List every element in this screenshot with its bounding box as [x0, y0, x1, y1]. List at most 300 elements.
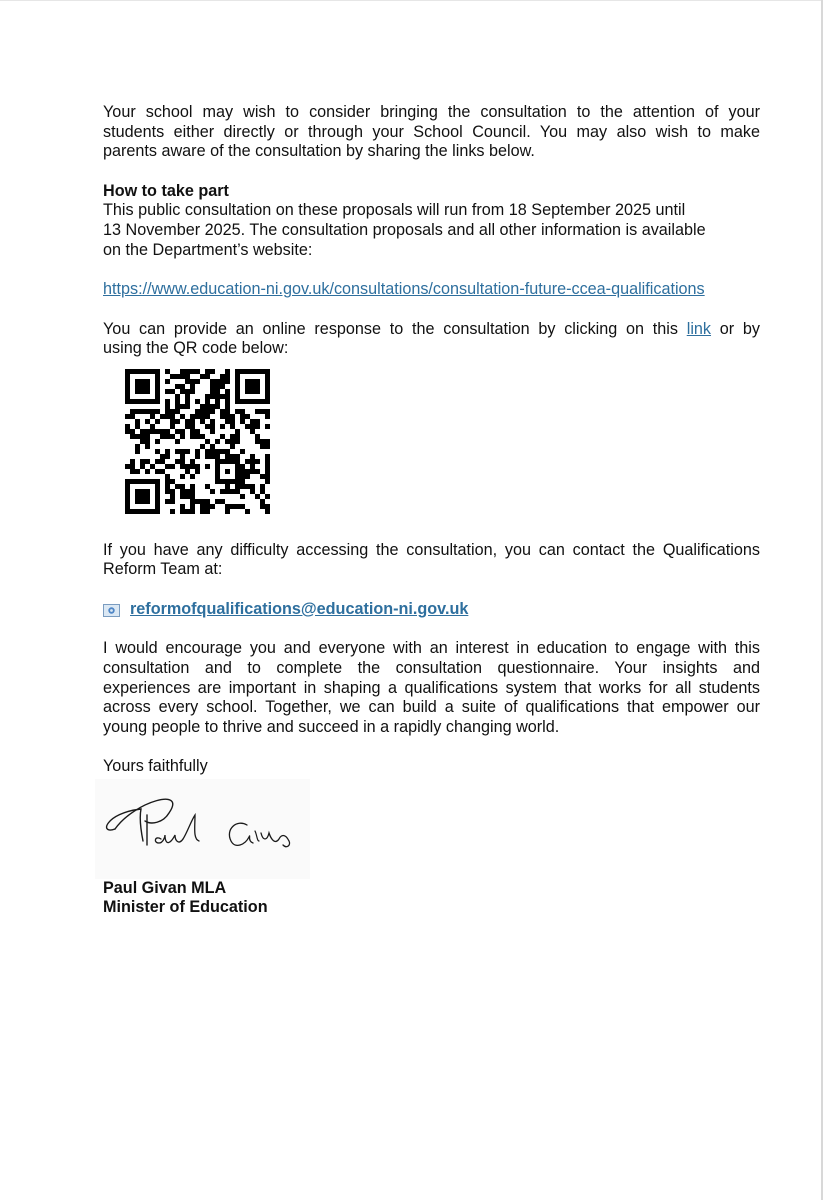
email-icon — [103, 604, 120, 617]
qr-module — [175, 394, 180, 399]
qr-module — [200, 404, 205, 409]
qr-module — [210, 489, 215, 494]
qr-module — [140, 459, 145, 464]
contact-email-link[interactable]: reformofqualifications@education-ni.gov.uk — [130, 599, 469, 618]
qr-module — [180, 374, 185, 379]
qr-module — [170, 419, 175, 424]
qr-module — [170, 424, 175, 429]
encouragement-line: across every school. Together, we can build a suite of qualifications that empower our — [103, 698, 760, 717]
qr-module — [170, 489, 175, 494]
qr-module — [260, 484, 265, 489]
qr-module — [150, 409, 155, 414]
how-to-take-part-heading: How to take part — [103, 181, 229, 200]
qr-module — [195, 379, 200, 384]
qr-module — [260, 409, 265, 414]
qr-module — [210, 429, 215, 434]
qr-module — [225, 439, 230, 444]
qr-module — [230, 489, 235, 494]
qr-module — [185, 489, 190, 494]
qr-module — [170, 414, 175, 419]
qr-module — [175, 374, 180, 379]
qr-module — [225, 484, 230, 489]
qr-module — [145, 494, 150, 499]
qr-module — [210, 384, 215, 389]
qr-module — [265, 509, 270, 514]
qr-module — [155, 489, 160, 494]
qr-module — [165, 409, 170, 414]
qr-module — [210, 389, 215, 394]
qr-module — [180, 449, 185, 454]
qr-module — [185, 424, 190, 429]
qr-module — [160, 414, 165, 419]
qr-module — [140, 434, 145, 439]
qr-module — [190, 489, 195, 494]
qr-module — [250, 459, 255, 464]
qr-module — [205, 369, 210, 374]
qr-module — [130, 464, 135, 469]
qr-module — [130, 469, 135, 474]
page-top-edge — [0, 0, 823, 1]
online-response-text-after: or by — [719, 319, 760, 338]
qr-module — [220, 414, 225, 419]
qr-module — [135, 469, 140, 474]
qr-module — [135, 509, 140, 514]
contact-email-row — [103, 600, 760, 620]
qr-module — [185, 394, 190, 399]
qr-module — [205, 509, 210, 514]
qr-module — [135, 389, 140, 394]
qr-module — [240, 474, 245, 479]
qr-code[interactable] — [125, 369, 270, 514]
qr-module — [185, 509, 190, 514]
qr-module — [240, 504, 245, 509]
qr-module — [155, 429, 160, 434]
qr-module — [175, 459, 180, 464]
qr-module — [225, 374, 230, 379]
qr-module — [135, 384, 140, 389]
qr-module — [125, 374, 130, 379]
qr-module — [145, 499, 150, 504]
qr-module — [215, 499, 220, 504]
qr-module — [125, 424, 130, 429]
qr-module — [155, 449, 160, 454]
qr-module — [155, 384, 160, 389]
qr-module — [215, 459, 220, 464]
qr-module — [145, 384, 150, 389]
qr-module — [180, 369, 185, 374]
qr-module — [165, 474, 170, 479]
qr-module — [180, 474, 185, 479]
qr-module — [165, 404, 170, 409]
qr-module — [230, 454, 235, 459]
qr-module — [245, 459, 250, 464]
signatory-title: Minister of Education — [103, 898, 268, 917]
qr-module — [205, 424, 210, 429]
qr-module — [130, 509, 135, 514]
qr-module — [135, 379, 140, 384]
qr-module — [225, 394, 230, 399]
qr-module — [230, 504, 235, 509]
qr-module — [140, 464, 145, 469]
qr-module — [165, 454, 170, 459]
signatory-name: Paul Givan MLA — [103, 878, 227, 897]
qr-module — [200, 504, 205, 509]
qr-module — [185, 379, 190, 384]
qr-module — [155, 494, 160, 499]
qr-module — [215, 404, 220, 409]
qr-module — [225, 379, 230, 384]
qr-module — [225, 389, 230, 394]
qr-module — [265, 379, 270, 384]
qr-module — [210, 444, 215, 449]
qr-module — [260, 444, 265, 449]
qr-module — [215, 394, 220, 399]
qr-module — [200, 444, 205, 449]
qr-module — [155, 504, 160, 509]
qr-module — [145, 399, 150, 404]
online-response-line-2: using the QR code below: — [103, 339, 289, 358]
qr-module — [135, 409, 140, 414]
qr-module — [125, 484, 130, 489]
qr-module — [190, 509, 195, 514]
qr-module — [185, 399, 190, 404]
qr-module — [190, 414, 195, 419]
encouragement-line: consultation and to complete the consultation questionnaire. Your insights and — [103, 658, 760, 677]
how-to-take-part-line: 13 November 2025. The consultation proposals and all other information is available — [103, 220, 706, 239]
qr-module — [180, 389, 185, 394]
qr-module — [250, 469, 255, 474]
qr-module — [180, 434, 185, 439]
online-response-text: You can provide an online response to the consultation by clicking on this — [103, 319, 678, 338]
qr-module — [125, 489, 130, 494]
qr-module — [165, 449, 170, 454]
qr-module — [205, 504, 210, 509]
qr-module — [255, 469, 260, 474]
qr-module — [175, 429, 180, 434]
difficulty-line: If you have any difficulty accessing the consultation, you can contact the Qualifications — [103, 540, 760, 559]
qr-module — [235, 459, 240, 464]
qr-module — [170, 499, 175, 504]
qr-module — [155, 394, 160, 399]
qr-module — [195, 454, 200, 459]
qr-module — [125, 384, 130, 389]
qr-module — [215, 474, 220, 479]
qr-module — [225, 459, 230, 464]
qr-module — [180, 504, 185, 509]
qr-module — [210, 409, 215, 414]
qr-module — [225, 504, 230, 509]
qr-module — [255, 399, 260, 404]
qr-module — [190, 459, 195, 464]
qr-module — [240, 494, 245, 499]
qr-module — [265, 454, 270, 459]
qr-module — [190, 419, 195, 424]
how-to-take-part-line: This public consultation on these proposals will run from 18 September 2025 until — [103, 201, 686, 220]
qr-module — [220, 394, 225, 399]
qr-module — [155, 374, 160, 379]
qr-module — [185, 469, 190, 474]
qr-module — [215, 379, 220, 384]
qr-module — [160, 434, 165, 439]
qr-module — [140, 399, 145, 404]
qr-module — [200, 509, 205, 514]
qr-module — [180, 464, 185, 469]
qr-module — [255, 389, 260, 394]
qr-module — [145, 479, 150, 484]
qr-module — [190, 429, 195, 434]
signature — [95, 779, 310, 879]
qr-module — [170, 434, 175, 439]
qr-module — [145, 509, 150, 514]
qr-module — [125, 479, 130, 484]
qr-module — [235, 374, 240, 379]
qr-module — [250, 384, 255, 389]
qr-module — [175, 409, 180, 414]
qr-module — [165, 429, 170, 434]
qr-module — [155, 499, 160, 504]
qr-module — [140, 429, 145, 434]
qr-module — [190, 464, 195, 469]
qr-module — [195, 414, 200, 419]
qr-module — [235, 429, 240, 434]
qr-module — [135, 444, 140, 449]
qr-module — [145, 419, 150, 424]
qr-module — [265, 444, 270, 449]
qr-module — [225, 489, 230, 494]
letter-page — [103, 103, 760, 918]
qr-module — [165, 379, 170, 384]
qr-module — [190, 494, 195, 499]
qr-module — [265, 384, 270, 389]
qr-module — [205, 454, 210, 459]
qr-module — [150, 509, 155, 514]
qr-module — [215, 389, 220, 394]
qr-module — [155, 484, 160, 489]
qr-module — [195, 449, 200, 454]
qr-module — [265, 424, 270, 429]
qr-module — [235, 504, 240, 509]
qr-module — [140, 439, 145, 444]
qr-module — [155, 389, 160, 394]
qr-module — [155, 439, 160, 444]
qr-module — [265, 504, 270, 509]
qr-module — [205, 439, 210, 444]
qr-module — [170, 479, 175, 484]
qr-module — [210, 419, 215, 424]
qr-module — [185, 449, 190, 454]
qr-module — [155, 379, 160, 384]
qr-module — [265, 479, 270, 484]
qr-module — [155, 369, 160, 374]
qr-module — [125, 399, 130, 404]
qr-module — [135, 494, 140, 499]
qr-module — [180, 454, 185, 459]
qr-module — [220, 379, 225, 384]
qr-module — [125, 509, 130, 514]
qr-module — [265, 369, 270, 374]
qr-module — [160, 469, 165, 474]
qr-module — [175, 484, 180, 489]
qr-module — [135, 479, 140, 484]
qr-module — [225, 369, 230, 374]
qr-module — [230, 444, 235, 449]
qr-module — [220, 434, 225, 439]
qr-module — [180, 414, 185, 419]
how-to-take-part-line: on the Department’s website: — [103, 240, 313, 259]
qr-module — [145, 444, 150, 449]
qr-module — [175, 384, 180, 389]
qr-module — [220, 449, 225, 454]
qr-module — [185, 419, 190, 424]
qr-module — [125, 369, 130, 374]
qr-module — [215, 399, 220, 404]
qr-module — [235, 389, 240, 394]
qr-module — [130, 414, 135, 419]
qr-module — [170, 464, 175, 469]
qr-module — [130, 429, 135, 434]
qr-module — [170, 494, 175, 499]
qr-module — [185, 389, 190, 394]
qr-module — [220, 374, 225, 379]
qr-module — [235, 484, 240, 489]
qr-module — [175, 404, 180, 409]
qr-module — [165, 499, 170, 504]
qr-module — [165, 399, 170, 404]
qr-module — [230, 459, 235, 464]
qr-module — [140, 489, 145, 494]
qr-module — [135, 399, 140, 404]
qr-module — [225, 419, 230, 424]
intro-line: students either directly or through your School Council. You may also wish to make — [103, 122, 760, 141]
qr-module — [135, 449, 140, 454]
qr-module — [145, 469, 150, 474]
qr-module — [190, 504, 195, 509]
qr-module — [155, 399, 160, 404]
qr-module — [155, 509, 160, 514]
qr-module — [255, 424, 260, 429]
qr-module — [205, 374, 210, 379]
qr-module — [235, 479, 240, 484]
qr-module — [170, 409, 175, 414]
qr-module — [200, 419, 205, 424]
qr-module — [145, 439, 150, 444]
qr-module — [220, 459, 225, 464]
qr-module — [145, 429, 150, 434]
qr-module — [205, 499, 210, 504]
qr-module — [215, 449, 220, 454]
qr-module — [190, 424, 195, 429]
qr-module — [165, 414, 170, 419]
intro-paragraph — [103, 103, 760, 162]
qr-module — [160, 459, 165, 464]
qr-module — [170, 509, 175, 514]
online-response-paragraph — [103, 320, 760, 359]
qr-module — [135, 424, 140, 429]
qr-module — [135, 434, 140, 439]
qr-module — [235, 384, 240, 389]
qr-module — [180, 484, 185, 489]
qr-module — [245, 379, 250, 384]
qr-module — [145, 459, 150, 464]
qr-module — [130, 459, 135, 464]
qr-module — [130, 399, 135, 404]
qr-module — [125, 379, 130, 384]
qr-module — [215, 454, 220, 459]
qr-module — [145, 389, 150, 394]
qr-module — [225, 404, 230, 409]
qr-module — [190, 474, 195, 479]
qr-module — [220, 479, 225, 484]
qr-module — [140, 389, 145, 394]
qr-module — [185, 374, 190, 379]
qr-module — [200, 414, 205, 419]
intro-line: parents aware of the consultation by sharing the links below. — [103, 142, 535, 161]
qr-module — [230, 419, 235, 424]
qr-module — [200, 374, 205, 379]
qr-module — [230, 439, 235, 444]
qr-module — [200, 499, 205, 504]
qr-module — [210, 369, 215, 374]
qr-module — [260, 369, 265, 374]
qr-module — [145, 409, 150, 414]
qr-module — [125, 429, 130, 434]
qr-module — [255, 459, 260, 464]
qr-module — [210, 449, 215, 454]
qr-module — [210, 404, 215, 409]
qr-module — [185, 494, 190, 499]
qr-module — [175, 449, 180, 454]
qr-module — [225, 509, 230, 514]
qr-module — [265, 469, 270, 474]
qr-module — [165, 489, 170, 494]
qr-module — [150, 429, 155, 434]
qr-module — [150, 464, 155, 469]
qr-module — [195, 399, 200, 404]
qr-module — [130, 479, 135, 484]
qr-module — [265, 414, 270, 419]
qr-module — [220, 409, 225, 414]
qr-module — [215, 439, 220, 444]
qr-module — [235, 464, 240, 469]
qr-module — [225, 414, 230, 419]
encouragement-line: I would encourage you and everyone with an interest in education to engage with this — [103, 639, 760, 658]
qr-module — [255, 419, 260, 424]
qr-module — [150, 414, 155, 419]
qr-module — [125, 414, 130, 419]
qr-module — [135, 369, 140, 374]
qr-module — [250, 399, 255, 404]
qr-module — [260, 474, 265, 479]
encouragement-line: experiences are important in shaping a qualifications system that works for all students — [103, 678, 760, 697]
qr-module — [240, 449, 245, 454]
qr-module — [160, 429, 165, 434]
salutation: Yours faithfully — [103, 757, 208, 776]
qr-module — [145, 379, 150, 384]
qr-module — [200, 409, 205, 414]
qr-module — [125, 504, 130, 509]
qr-module — [245, 384, 250, 389]
qr-module — [265, 494, 270, 499]
qr-module — [125, 394, 130, 399]
qr-module — [205, 399, 210, 404]
qr-module — [260, 489, 265, 494]
qr-module — [250, 454, 255, 459]
consultation-url-link[interactable]: https://www.education-ni.gov.uk/consultations/consultation-future-ccea-qualifications — [103, 280, 705, 299]
online-response-link[interactable]: link — [686, 319, 712, 338]
qr-module — [205, 484, 210, 489]
qr-module — [235, 454, 240, 459]
qr-module — [130, 434, 135, 439]
